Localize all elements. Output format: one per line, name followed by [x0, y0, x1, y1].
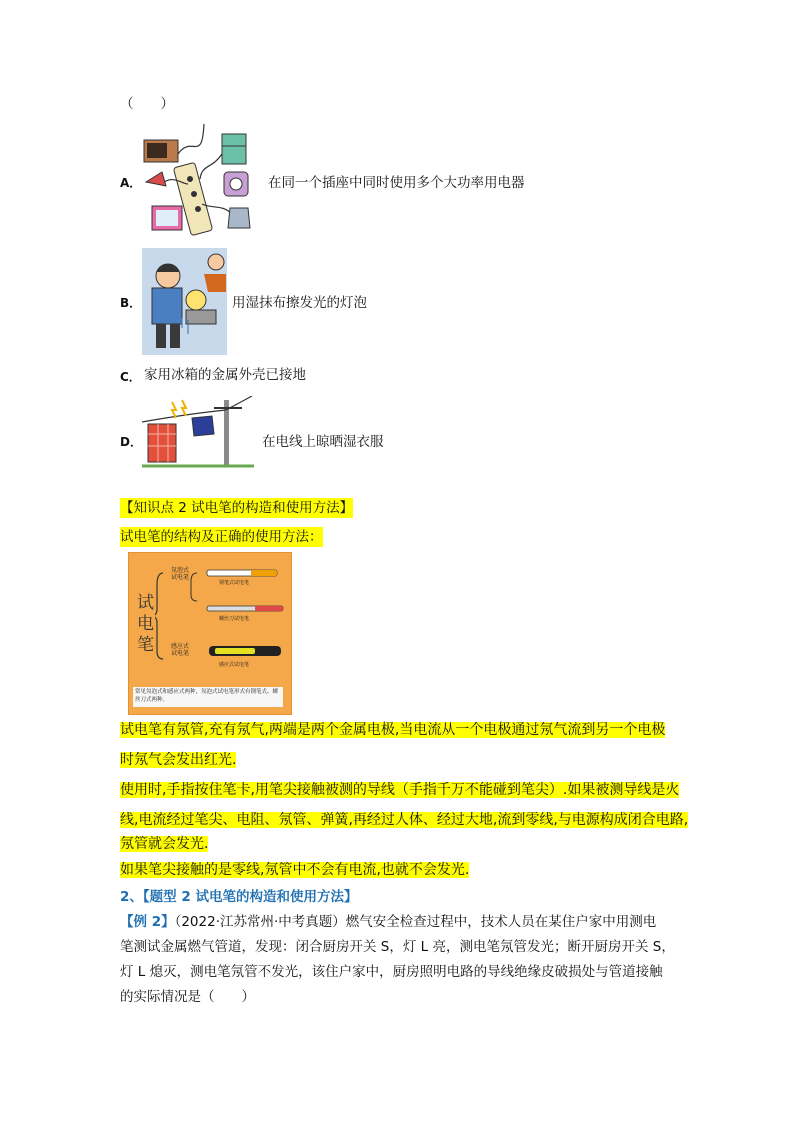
option-b-letter: B．	[120, 296, 142, 310]
option-b-text: 用湿抹布擦发光的灯泡	[232, 295, 367, 311]
paragraph-2-line-1: 使用时,手指按住笔卡,用笔尖接触被测的导线（手指千万不能碰到笔尖）.如果被测导线是火	[120, 782, 680, 798]
option-c-text: 家用冰箱的金属外壳已接地	[144, 367, 306, 383]
answer-bracket: （ ）	[120, 96, 174, 112]
wet-cloth-bulb-illustration	[142, 248, 227, 355]
paragraph-2-line-2: 线,电流经过笔尖、电阻、氖管、弹簧,再经过人体、经过大地,流到零线,与电源构成闭合电路,	[120, 812, 689, 828]
example-line-1: 【例 2】（2022·江苏常州·中考真题）燃气安全检查过程中，技术人员在某住户家中用测电	[120, 914, 657, 930]
clothes-on-power-line-illustration	[142, 396, 254, 468]
example-line-3: 灯 L 熄灭，测电笔氖管不发光，该住户家中，厨房照明电路的导线绝缘皮破损处与管道接触	[120, 964, 663, 980]
option-c-letter: C．	[120, 370, 141, 384]
branch-neon-label: 氖泡式试电笔	[171, 567, 190, 581]
pen3-label: 感应式试电笔	[219, 662, 250, 668]
option-d-letter: D．	[120, 435, 142, 449]
paragraph-1-line-2: 时氖气会发出红光.	[120, 752, 237, 768]
paragraph-3-line-1: 如果笔尖接触的是零线,氖管中不会有电流,也就不会发光.	[120, 862, 470, 878]
pen2-label: 螺丝刀试电笔	[219, 616, 250, 622]
option-d-text: 在电线上晾晒湿衣服	[262, 434, 384, 450]
paragraph-1-line-1: 试电笔有氖管,充有氖气,两端是两个金属电极,当电流从一个电极通过氖气流到另一个电极	[120, 722, 666, 738]
section-heading: 2、【题型 2 试电笔的构造和使用方法】	[120, 889, 358, 905]
pen1-label: 钢笔式试电笔	[219, 580, 250, 586]
overloaded-socket-illustration	[142, 124, 260, 242]
figure-caption: 常见氖泡式和感应式两种，氖泡式试电笔形式有钢笔式、螺丝刀式两种。	[133, 687, 283, 707]
test-pen-structure-figure	[128, 552, 292, 715]
figure-main-label: 试电笔	[137, 593, 154, 655]
example-line-2: 笔测试金属燃气管道，发现：闭合厨房开关 S，灯 L 亮，测电笔氖管发光；断开厨房开关 S，	[120, 939, 675, 955]
option-a-text: 在同一个插座中同时使用多个大功率用电器	[268, 175, 525, 191]
paragraph-2-line-3: 氖管就会发光.	[120, 836, 209, 852]
knowledge-point-subtitle: 试电笔的结构及正确的使用方法：	[120, 529, 323, 545]
branch-induction-label: 感应式试电笔	[171, 643, 190, 657]
knowledge-point-title: 【知识点 2 试电笔的构造和使用方法】	[120, 500, 354, 516]
option-a-letter: A．	[120, 176, 142, 190]
example-line-4: 的实际情况是（ ）	[120, 989, 255, 1005]
